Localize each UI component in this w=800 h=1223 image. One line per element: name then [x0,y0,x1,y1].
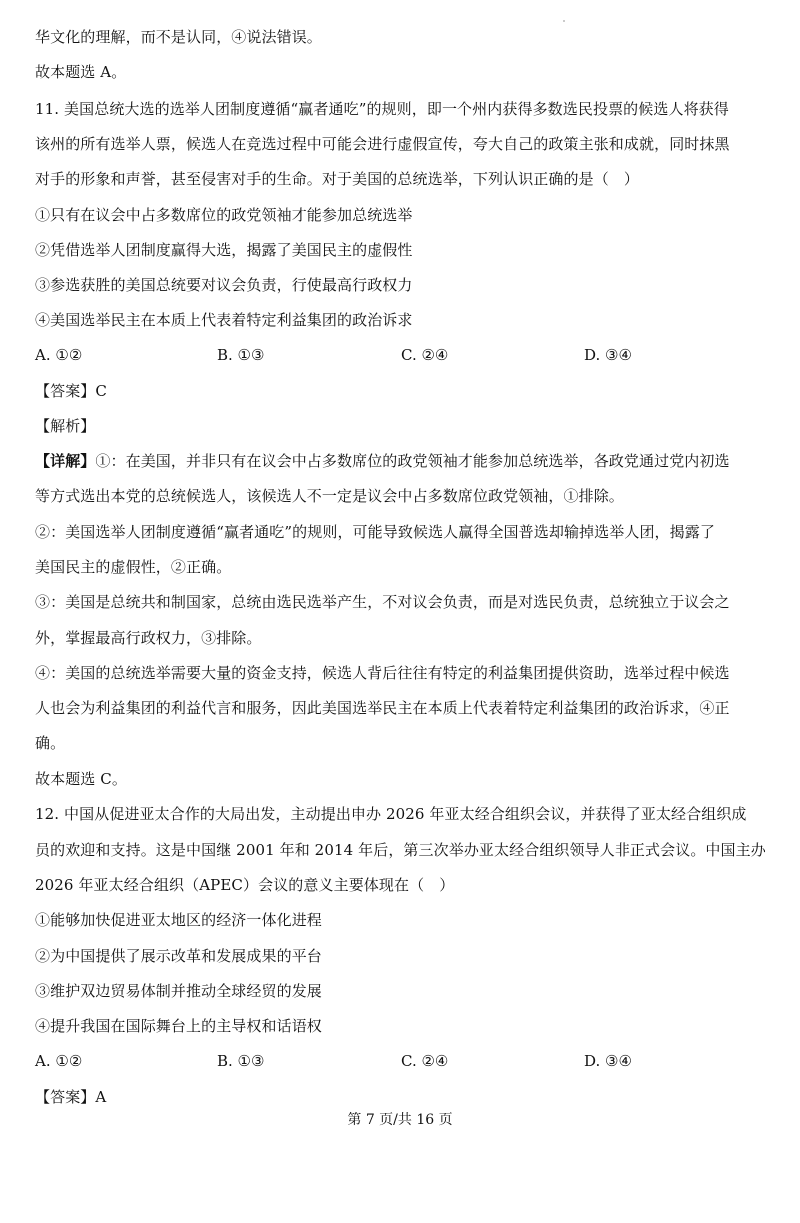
text-line: 华文化的理解，而不是认同，④说法错误。 [35,28,322,46]
statement-3: ③参选获胜的美国总统要对议会负责，行使最高行政权力 [35,276,413,294]
answer-value: A [95,1088,107,1106]
answer-label: 【答案】 [35,1088,96,1106]
page-footer: 第 7 页/共 16 页 [347,1112,453,1128]
text-line: 确。 [35,734,66,752]
option-b: B. ①③ [217,1052,265,1070]
statement-1: ①只有在议会中占多数席位的政党领袖才能参加总统选举 [35,206,413,224]
text-line: 美国民主的虚假性，②正确。 [35,558,232,576]
detail-line [35,451,730,471]
conclusion-line: 故本题选 C。 [35,770,127,788]
question-11-stem: 11. 美国总统大选的选举人团制度遵循“赢者通吃”的规则，即一个州内获得多数选民投票的候选人将获得 [35,100,729,118]
answer-line [35,1087,106,1107]
option-d: D. ③④ [584,1052,632,1070]
statement-3: ③维护双边贸易体制并推动全球经贸的发展 [35,982,322,1000]
text-line: 对手的形象和声誉，甚至侵害对手的生命。对于美国的总统选举，下列认识正确的是（ ） [35,170,640,188]
option-b: B. ①③ [217,346,265,364]
text-line: 2026 年亚太经合组织（APEC）会议的意义主要体现在（ ） [35,876,455,894]
option-c: C. ②④ [401,1052,449,1070]
statement-4: ④美国选举民主在本质上代表着特定利益集团的政治诉求 [35,311,413,329]
option-c: C. ②④ [401,346,449,364]
answer-label: 【答案】 [35,382,96,400]
text-line: ③：美国是总统共和制国家，总统由选民选举产生，不对议会负责，而是对选民负责，总统独立于议会之 [35,593,730,611]
text-line: 该州的所有选举人票，候选人在竞选过程中可能会进行虚假宣传，夸大自己的政策主张和成就，同时抹黑 [35,135,730,153]
question-12-stem: 12. 中国从促进亚太合作的大局出发，主动提出申办 2026 年亚太经合组织会议，并获得了亚太经合组织成 [35,805,747,823]
statement-1: ①能够加快促进亚太地区的经济一体化进程 [35,911,322,929]
text-line: 等方式选出本党的总统候选人，该候选人不一定是议会中占多数席位政党领袖，①排除。 [35,487,624,505]
option-d: D. ③④ [584,346,632,364]
option-a: A. ①② [35,346,83,364]
detail-text: ①：在美国，并非只有在议会中占多数席位的政党领袖才能参加总统选举，各政党通过党内初选 [95,452,730,470]
text-line: ②：美国选举人团制度遵循“赢者通吃”的规则，可能导致候选人赢得全国普选却输掉选举人团，揭露了 [35,523,715,541]
answer-line [35,381,107,401]
text-line: 外，掌握最高行政权力，③排除。 [35,629,262,647]
statement-2: ②为中国提供了展示改革和发展成果的平台 [35,947,322,965]
statement-2: ②凭借选举人团制度赢得大选，揭露了美国民主的虚假性 [35,241,413,259]
detail-label: 【详解】 [35,452,96,470]
option-a: A. ①② [35,1052,83,1070]
scan-speck [563,20,565,22]
statement-4: ④提升我国在国际舞台上的主导权和话语权 [35,1017,322,1035]
text-line: ④：美国的总统选举需要大量的资金支持，候选人背后往往有特定的利益集团提供资助，选举过程中候选 [35,664,730,682]
analysis-label: 【解析】 [35,417,96,435]
answer-value: C [95,382,107,400]
text-line: 故本题选 A。 [35,63,127,81]
text-line: 人也会为利益集团的利益代言和服务，因此美国选举民主在本质上代表着特定利益集团的政治诉求，④正 [35,699,730,717]
text-line: 员的欢迎和支持。这是中国继 2001 年和 2014 年后，第三次举办亚太经合组织领导人非正式会议。中国主办 [35,841,766,859]
